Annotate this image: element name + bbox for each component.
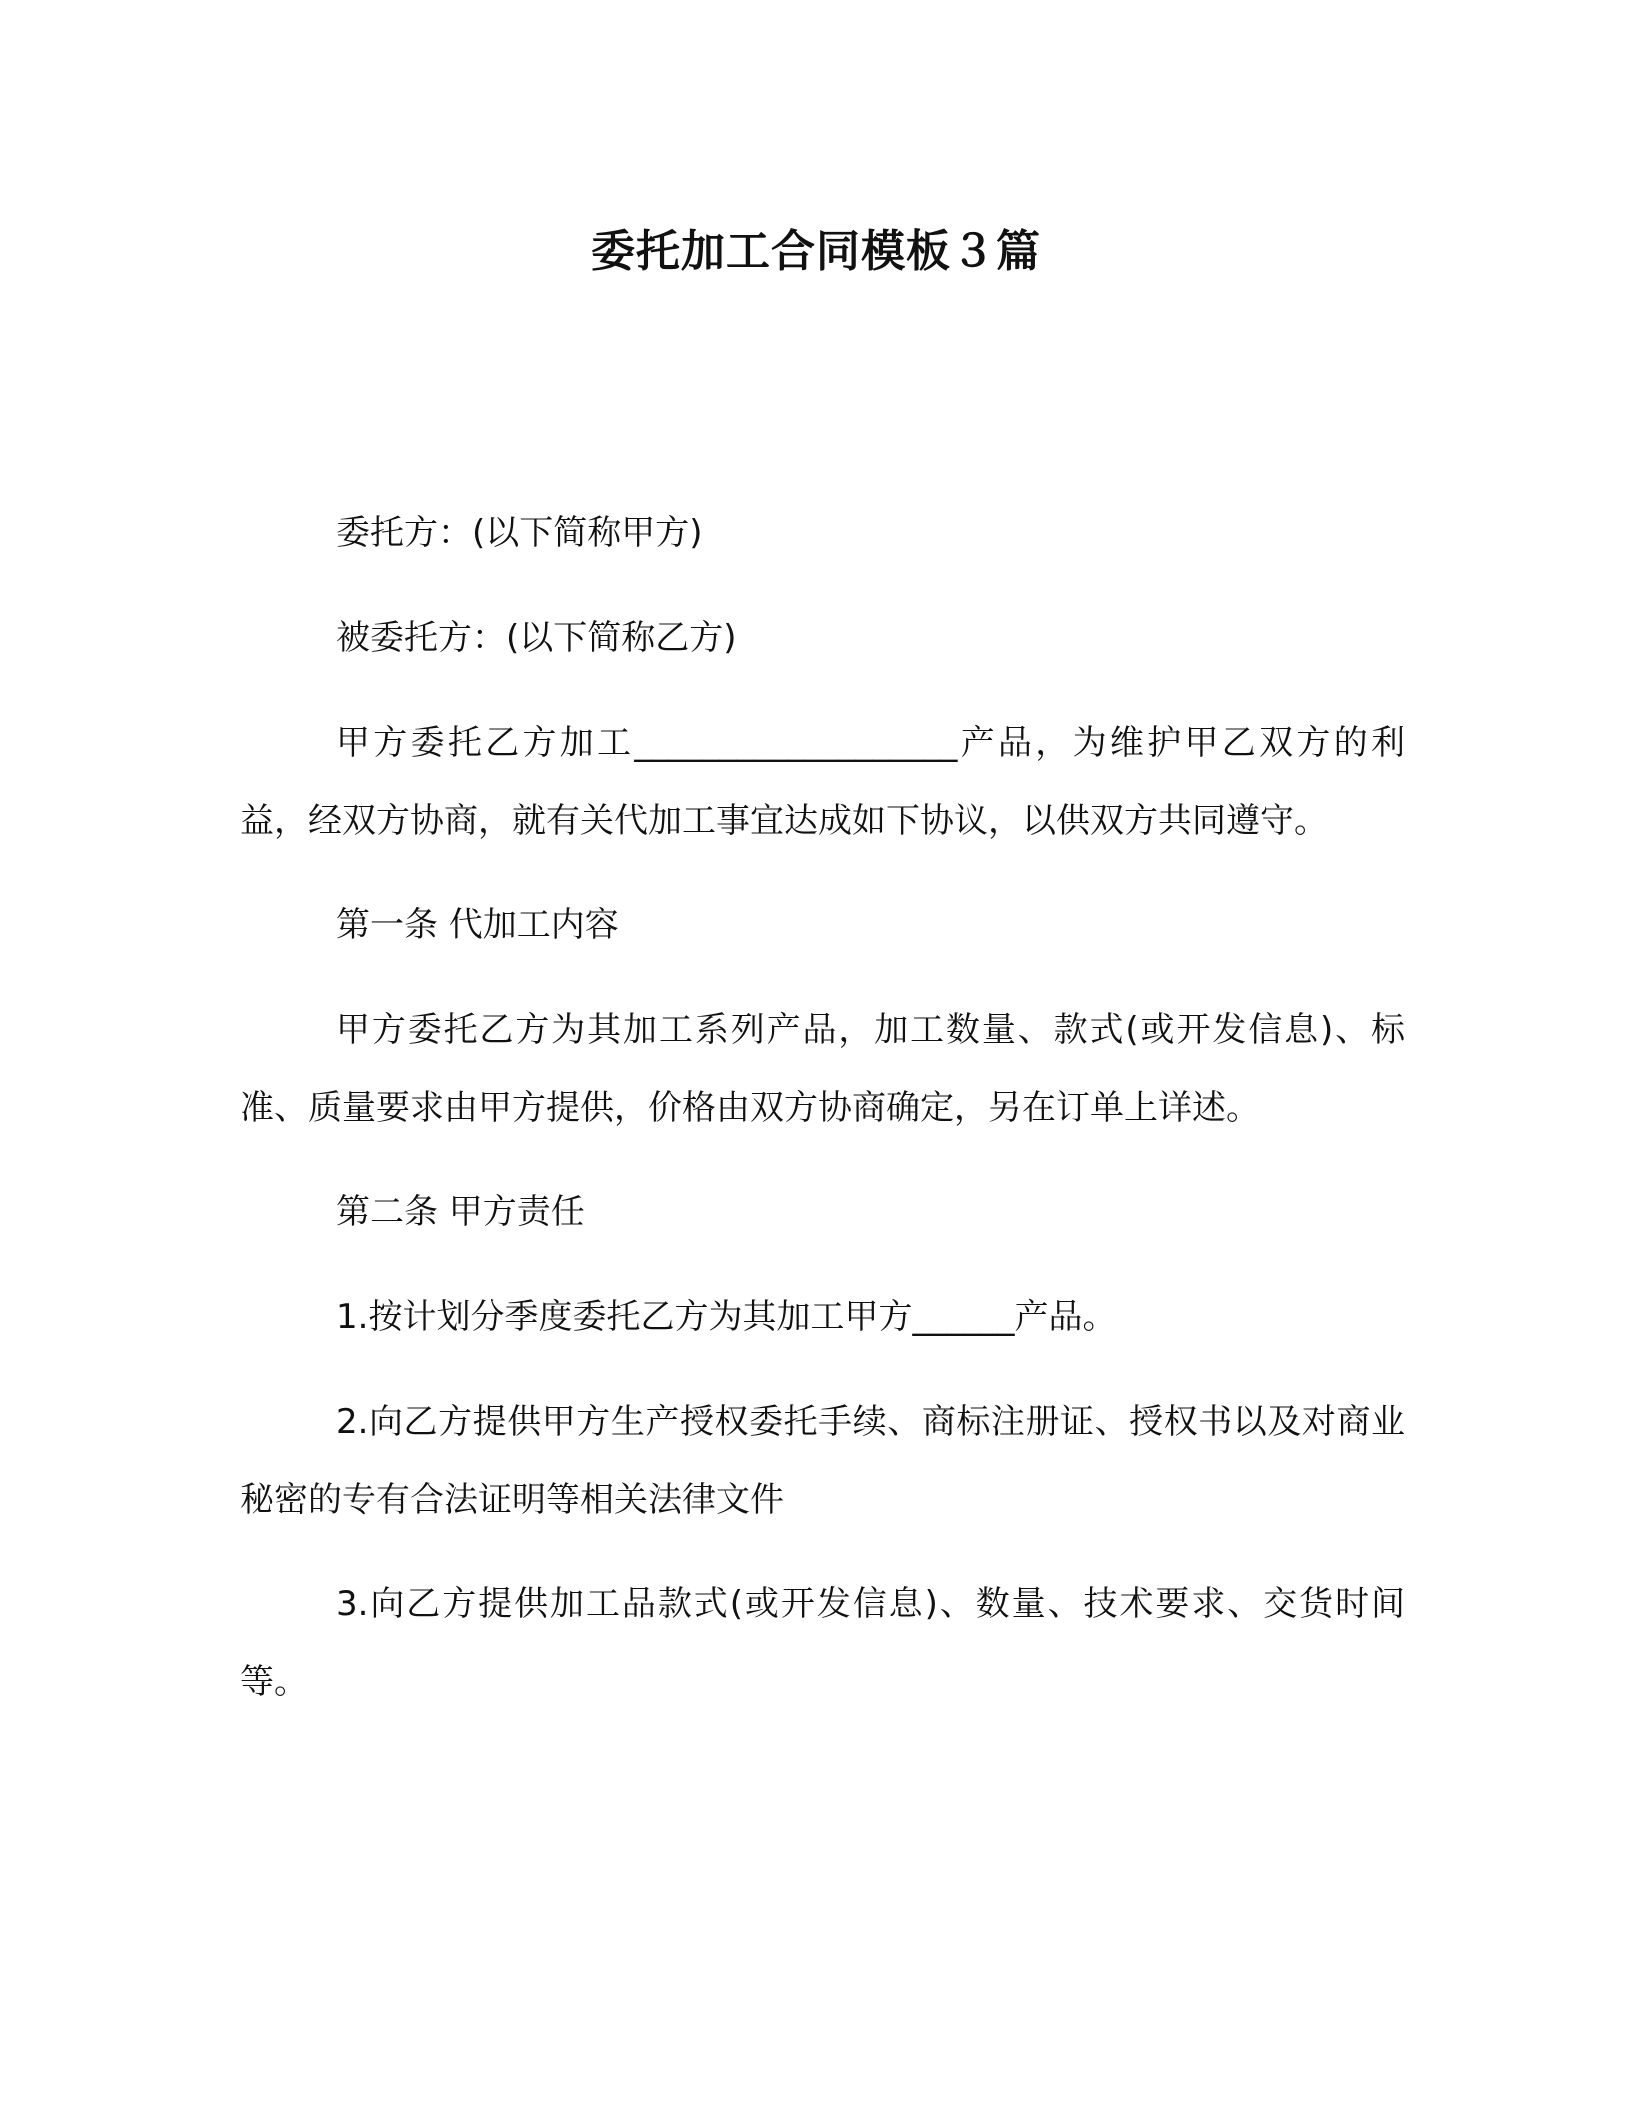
article-2-item-1: 1.按计划分季度委托乙方为其加工甲方______产品。 bbox=[336, 1297, 1117, 1337]
article-2-item-2: 2.向乙方提供甲方生产授权委托手续、商标注册证、授权书以及对商业秘密的专有合法证明等相关法律文件 bbox=[240, 1402, 1405, 1520]
article-1-text: 甲方委托乙方为其加工系列产品，加工数量、款式(或开发信息)、标准、质量要求由甲方提供，价格由双方协商确定，另在订单上详述。 bbox=[240, 1010, 1405, 1128]
paragraph-client: 委托方：(以下简称甲方) bbox=[336, 513, 703, 553]
paragraph-intro: 甲方委托乙方加工___________________产品，为维护甲乙双方的利益，经双方协商，就有关代加工事宜达成如下协议，以供双方共同遵守。 bbox=[240, 723, 1405, 841]
document-body bbox=[240, 494, 1405, 1747]
article-2-heading: 第二条 甲方责任 bbox=[336, 1192, 585, 1232]
article-1-heading: 第一条 代加工内容 bbox=[336, 905, 619, 945]
article-2-item-3: 3.向乙方提供加工品款式(或开发信息)、数量、技术要求、交货时间等。 bbox=[240, 1584, 1405, 1702]
document-title: 委托加工合同模板３篇 bbox=[591, 226, 1041, 277]
paragraph-contractor: 被委托方：(以下简称乙方) bbox=[336, 618, 737, 658]
